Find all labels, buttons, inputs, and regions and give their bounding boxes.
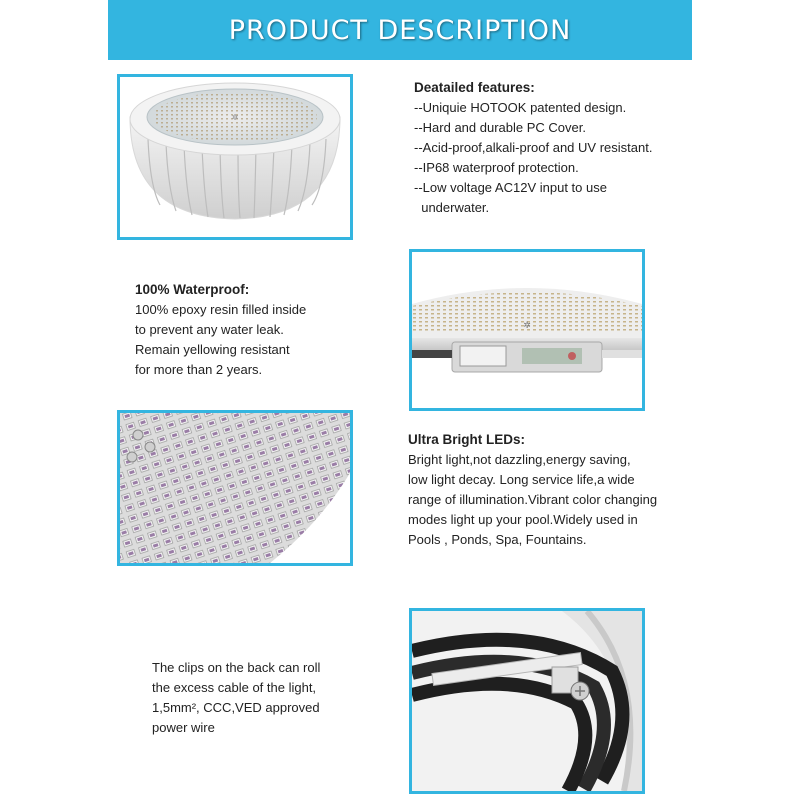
feature-line: --Acid-proof,alkali-proof and UV resistant. bbox=[414, 140, 653, 155]
leds-line: low light decay. Long service life,a wide bbox=[408, 472, 635, 487]
leds-line: modes light up your pool.Widely used in bbox=[408, 512, 638, 527]
clips-line: The clips on the back can roll bbox=[152, 660, 321, 675]
cable-clips-block bbox=[152, 658, 320, 738]
cable-clip-back-photo bbox=[409, 608, 645, 794]
feature-line: underwater. bbox=[414, 200, 490, 215]
pool-light-product-photo bbox=[117, 74, 353, 240]
clips-line: power wire bbox=[152, 720, 215, 735]
svg-text:✲: ✲ bbox=[231, 113, 239, 122]
waterproof-line: for more than 2 years. bbox=[135, 362, 263, 377]
page-title: PRODUCT DESCRIPTION bbox=[228, 14, 572, 46]
leds-line: range of illumination.Vibrant color changing bbox=[408, 492, 658, 507]
waterproof-line: Remain yellowing resistant bbox=[135, 342, 290, 357]
feature-line: --Uniquie HOTOOK patented design. bbox=[414, 100, 627, 115]
pool-light-side-section-photo bbox=[409, 249, 645, 411]
clips-line: 1,5mm², CCC,VED approved bbox=[152, 700, 320, 715]
clips-line: the excess cable of the light, bbox=[152, 680, 317, 695]
waterproof-title: 100% Waterproof: bbox=[135, 282, 250, 297]
leds-line: Pools , Ponds, Spa, Fountains. bbox=[408, 532, 587, 547]
header-banner bbox=[108, 0, 692, 60]
waterproof-block bbox=[135, 280, 306, 380]
leds-line: Bright light,not dazzling,energy saving, bbox=[408, 452, 631, 467]
feature-line: --Low voltage AC12V input to use bbox=[414, 180, 607, 195]
led-board-closeup-photo bbox=[117, 410, 353, 566]
leds-title: Ultra Bright LEDs: bbox=[408, 432, 526, 447]
feature-line: --IP68 waterproof protection. bbox=[414, 160, 579, 175]
waterproof-line: 100% epoxy resin filled inside bbox=[135, 302, 307, 317]
feature-line: --Hard and durable PC Cover. bbox=[414, 120, 586, 135]
waterproof-line: to prevent any water leak. bbox=[135, 322, 284, 337]
detailed-features-block bbox=[414, 78, 652, 218]
ultra-bright-leds-block bbox=[408, 430, 657, 550]
detailed-features-title: Deatailed features: bbox=[414, 80, 535, 95]
svg-text:✲: ✲ bbox=[523, 321, 531, 331]
